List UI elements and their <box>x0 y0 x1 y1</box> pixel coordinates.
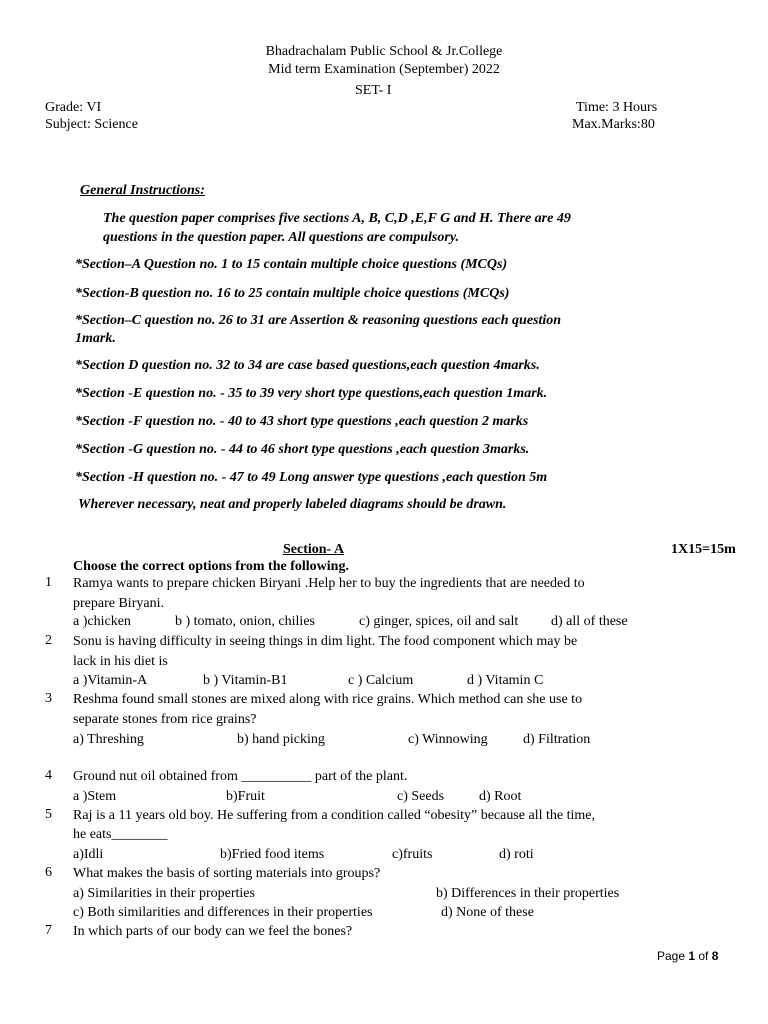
question-number: 2 <box>45 633 52 648</box>
option-a: a) Similarities in their properties <box>73 886 255 901</box>
option-d: d ) Vitamin C <box>467 673 544 688</box>
instruction-section-c-cont: 1mark. <box>75 331 116 346</box>
page-number <box>657 947 718 965</box>
option-a: a )Stem <box>73 789 117 804</box>
instruction-section-a: *Section–A Question no. 1 to 15 contain multiple choice questions (MCQs) <box>75 257 508 272</box>
set-label: SET- I <box>355 83 392 98</box>
question-text-cont: prepare Biryani. <box>73 596 164 611</box>
exam-title: Mid term Examination (September) 2022 <box>268 62 500 77</box>
option-b: b) Differences in their properties <box>436 886 620 901</box>
option-d: d) Root <box>479 789 522 804</box>
question-text-cont: he eats________ <box>73 827 168 842</box>
question-text-cont: lack in his diet is <box>73 654 168 669</box>
option-c: c)fruits <box>392 847 433 862</box>
page-current: 1 <box>688 949 696 963</box>
question-number: 7 <box>45 923 52 938</box>
question-text: Reshma found small stones are mixed along with rice grains. Which method can she use to <box>73 692 583 707</box>
option-d: d) all of these <box>551 614 628 629</box>
option-a: a) Threshing <box>73 732 144 747</box>
option-a: a)Idli <box>73 847 104 862</box>
grade-label: Grade: VI <box>45 100 102 115</box>
option-a: a )Vitamin-A <box>73 673 148 688</box>
question-text: Ground nut oil obtained from __________ part of the plant. <box>73 769 408 784</box>
instruction-section-e: *Section -E question no. - 35 to 39 very short type questions,each question 1mark. <box>75 386 548 401</box>
question-text: Raj is a 11 years old boy. He suffering from a condition called “obesity” because all the time, <box>73 808 595 823</box>
option-c: c) Both similarities and differences in their properties <box>73 905 373 920</box>
time-label: Time: 3 Hours <box>576 100 658 115</box>
option-b: b)Fried food items <box>220 847 325 862</box>
question-text: What makes the basis of sorting materials into groups? <box>73 866 381 881</box>
instruction-section-f: *Section -F question no. - 40 to 43 short type questions ,each question 2 marks <box>75 414 529 429</box>
school-name: Bhadrachalam Public School & Jr.College <box>265 44 503 59</box>
option-c: c) ginger, spices, oil and salt <box>359 614 519 629</box>
instructions-closing: Wherever necessary, neat and properly labeled diagrams should be drawn. <box>78 497 507 512</box>
question-number: 1 <box>45 575 52 590</box>
instructions-intro-line1: The question paper comprises five sections A, B, C,D ,E,F G and H. There are 49 <box>103 211 571 226</box>
question-text: Sonu is having difficulty in seeing things in dim light. The food component which may be <box>73 634 578 649</box>
option-b: b)Fruit <box>226 789 265 804</box>
option-b: b ) tomato, onion, chilies <box>175 614 315 629</box>
page-label: Page <box>657 949 689 963</box>
question-text: Ramya wants to prepare chicken Biryani .Help her to buy the ingredients that are needed to <box>73 576 585 591</box>
instructions-intro-line2: questions in the question paper. All questions are compulsory. <box>103 230 460 245</box>
instruction-section-d: *Section D question no. 32 to 34 are case based questions,each question 4marks. <box>75 358 540 373</box>
question-number: 5 <box>45 807 52 822</box>
subject-label: Subject: Science <box>45 117 138 132</box>
question-text: In which parts of our body can we feel the bones? <box>73 924 353 939</box>
option-b: b ) Vitamin-B1 <box>203 673 288 688</box>
instruction-section-h: *Section -H question no. - 47 to 49 Long answer type questions ,each question 5m <box>75 470 548 485</box>
instruction-section-c: *Section–C question no. 26 to 31 are Assertion & reasoning questions each question <box>75 313 562 328</box>
option-c: c ) Calcium <box>348 673 414 688</box>
option-d: d) roti <box>499 847 534 862</box>
instruction-section-b: *Section-B question no. 16 to 25 contain multiple choice questions (MCQs) <box>75 286 510 301</box>
section-a-marks: 1X15=15m <box>671 542 736 557</box>
option-c: c) Seeds <box>397 789 445 804</box>
option-a: a )chicken <box>73 614 131 629</box>
section-a-title: Section- A <box>283 542 345 557</box>
option-c: c) Winnowing <box>408 732 488 747</box>
instruction-section-g: *Section -G question no. - 44 to 46 short type questions ,each question 3marks. <box>75 442 530 457</box>
option-d: d) None of these <box>441 905 534 920</box>
instructions-heading: General Instructions: <box>80 183 205 198</box>
section-a-direction: Choose the correct options from the following. <box>73 559 349 574</box>
question-number: 3 <box>45 691 52 706</box>
page-of: of <box>695 949 712 963</box>
max-marks-label: Max.Marks:80 <box>572 117 655 132</box>
question-text-cont: separate stones from rice grains? <box>73 712 257 727</box>
page-total: 8 <box>711 949 719 963</box>
question-number: 4 <box>45 768 52 783</box>
option-b: b) hand picking <box>237 732 325 747</box>
question-number: 6 <box>45 865 52 880</box>
option-d: d) Filtration <box>523 732 591 747</box>
